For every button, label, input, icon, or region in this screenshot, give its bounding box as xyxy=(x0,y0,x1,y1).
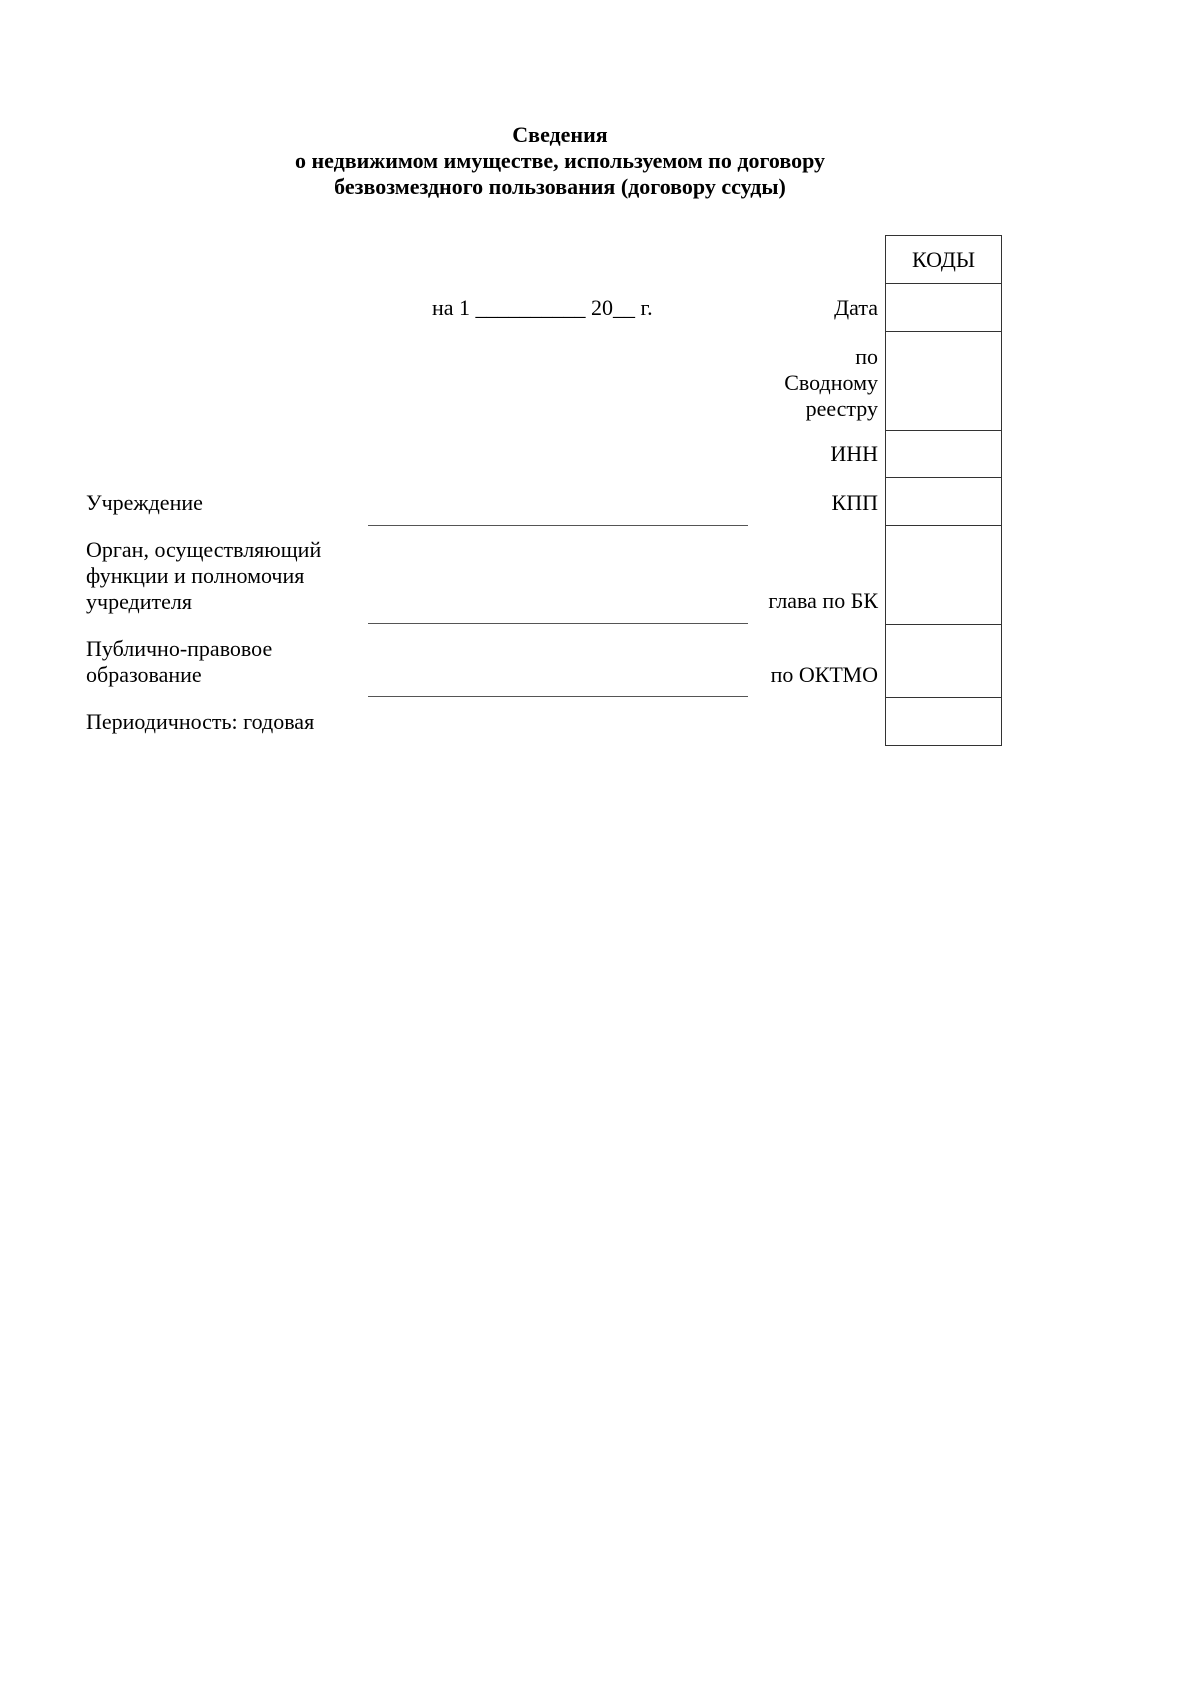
label-inn: ИНН xyxy=(830,441,878,466)
label-public-2: образование xyxy=(86,662,202,687)
public-entity-underline[interactable] xyxy=(368,696,748,697)
label-registry-3: реестру xyxy=(805,396,878,421)
organ-underline[interactable] xyxy=(368,623,748,624)
code-cell-chapter-bk[interactable] xyxy=(886,526,1001,625)
label-oktmo: по ОКТМО xyxy=(770,662,878,687)
institution-underline[interactable] xyxy=(368,525,748,526)
code-cell-periodicity[interactable] xyxy=(886,698,1001,746)
code-cell-kpp[interactable] xyxy=(886,478,1001,526)
code-cell-registry[interactable] xyxy=(886,332,1001,431)
label-organ-2: функции и полномочия xyxy=(86,563,305,588)
codes-table xyxy=(885,235,1002,746)
report-date-line: на 1 __________ 20__ г. xyxy=(432,295,653,320)
codes-header: КОДЫ xyxy=(886,236,1001,284)
code-cell-inn[interactable] xyxy=(886,431,1001,478)
label-public-1: Публично-правовое xyxy=(86,636,273,661)
label-registry-1: по xyxy=(855,344,878,369)
label-chapter-bk: глава по БК xyxy=(768,588,878,613)
title-line-2: о недвижимом имуществе, используемом по договору xyxy=(294,148,826,173)
label-organ-3: учредителя xyxy=(86,589,192,614)
code-cell-oktmo[interactable] xyxy=(886,625,1001,698)
title-line-1: Сведения xyxy=(512,122,608,147)
code-cell-date[interactable] xyxy=(886,284,1001,332)
document-title xyxy=(0,122,1120,200)
label-institution: Учреждение xyxy=(86,490,203,515)
label-organ-1: Орган, осуществляющий xyxy=(86,537,322,562)
label-kpp: КПП xyxy=(831,490,878,515)
title-line-3: безвозмездного пользования (договору ссуды) xyxy=(334,174,786,199)
label-date: Дата xyxy=(834,295,878,320)
label-periodicity: Периодичность: годовая xyxy=(86,709,315,734)
label-registry-2: Сводному xyxy=(784,370,878,395)
